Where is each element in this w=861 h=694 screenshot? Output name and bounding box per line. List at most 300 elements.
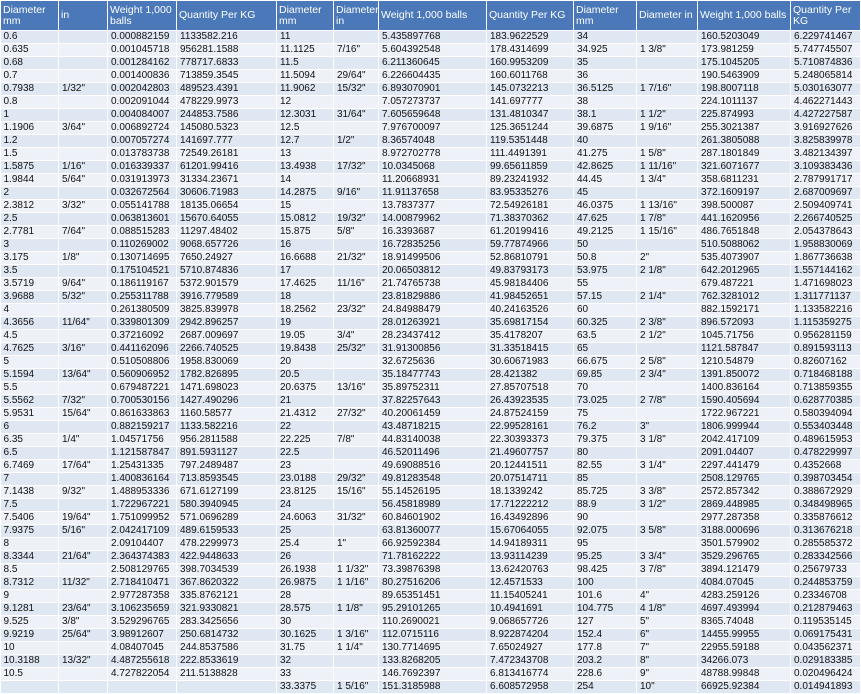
table-cell: 40.20061459	[379, 408, 487, 421]
table-cell: 5	[1, 356, 59, 369]
table-cell: 1 3/8"	[637, 44, 698, 57]
table-cell: 0.285585372	[791, 538, 861, 551]
table-cell: 0.6	[1, 31, 59, 44]
table-cell: 0.007057274	[108, 135, 177, 148]
table-cell: 254	[574, 681, 637, 694]
table-cell: 95.29101265	[379, 603, 487, 616]
table-cell: 2.787991717	[791, 174, 861, 187]
table-cell: 2508.129765	[698, 473, 791, 486]
table-cell: 7/32"	[59, 395, 108, 408]
table-cell: 8.5	[1, 564, 59, 577]
table-cell: 38.1	[574, 109, 637, 122]
table-cell: 20.06503812	[379, 265, 487, 278]
table-cell	[108, 681, 177, 694]
table-cell: 133.8268205	[379, 655, 487, 668]
table-cell: 5.9531	[1, 408, 59, 421]
table-row	[1, 382, 861, 395]
table-cell: 14.94189311	[487, 538, 574, 551]
table-cell	[637, 70, 698, 83]
table-cell: 46.0375	[574, 200, 637, 213]
table-cell: 6.608572958	[487, 681, 574, 694]
table-cell: 8.922874204	[487, 629, 574, 642]
table-cell	[637, 57, 698, 70]
col-header-diameter-mm-3: Diameter mm	[574, 1, 637, 31]
table-cell: 0.489615953	[791, 434, 861, 447]
table-cell: 131.4810347	[487, 109, 574, 122]
table-cell: 11/64"	[59, 317, 108, 330]
table-cell: 7.9375	[1, 525, 59, 538]
table-cell: 22	[277, 421, 334, 434]
table-cell: 5.747745507	[791, 44, 861, 57]
table-cell	[334, 525, 379, 538]
table-cell: 35.18477743	[379, 369, 487, 382]
table-cell: 4697.493994	[698, 603, 791, 616]
table-cell: 1391.850072	[698, 369, 791, 382]
table-cell: 89.65351451	[379, 590, 487, 603]
table-cell: 24	[277, 499, 334, 512]
table-cell: 6.229741467	[791, 31, 861, 44]
table-cell: 71.38370362	[487, 213, 574, 226]
table-cell: 0.175104521	[108, 265, 177, 278]
table-row	[1, 369, 861, 382]
table-cell: 59.77874966	[487, 239, 574, 252]
table-cell: 13.93114239	[487, 551, 574, 564]
table-cell: 0.186119167	[108, 278, 177, 291]
table-cell: 15670.64055	[177, 213, 277, 226]
table-cell: 5.1594	[1, 369, 59, 382]
table-cell: 7	[1, 473, 59, 486]
table-row	[1, 395, 861, 408]
table-cell: 29/64"	[334, 70, 379, 83]
table-cell: 4.7625	[1, 343, 59, 356]
table-cell: 1400.836164	[698, 382, 791, 395]
table-cell: 35.4178207	[487, 330, 574, 343]
table-cell: 1 1/4"	[334, 642, 379, 655]
table-cell: 175.1045205	[698, 57, 791, 70]
table-cell: 8.36574048	[379, 135, 487, 148]
table-cell	[637, 304, 698, 317]
table-cell: 17	[277, 265, 334, 278]
table-cell: 6.211360645	[379, 57, 487, 70]
table-cell: 2.3812	[1, 200, 59, 213]
table-cell: 73.39876398	[379, 564, 487, 577]
table-cell: 0.212879463	[791, 603, 861, 616]
table-cell: 2 3/4"	[637, 369, 698, 382]
table-cell: 4.08407045	[108, 642, 177, 655]
table-cell: 3529.296765	[698, 551, 791, 564]
table-cell: 5.435897768	[379, 31, 487, 44]
table-row	[1, 629, 861, 642]
col-header-quantity: Quantity Per KG	[177, 1, 277, 31]
table-cell: 24.87524159	[487, 408, 574, 421]
table-cell: 151.3185988	[379, 681, 487, 694]
table-cell: 10	[1, 642, 59, 655]
table-cell: 0.628770385	[791, 395, 861, 408]
table-cell: 31.33518415	[487, 343, 574, 356]
table-cell: 778717.6833	[177, 57, 277, 70]
table-cell: 1.9844	[1, 174, 59, 187]
table-cell: 3825.839978	[177, 304, 277, 317]
table-body	[1, 31, 861, 694]
table-cell: 422.9448633	[177, 551, 277, 564]
table-cell: 2.364374383	[108, 551, 177, 564]
table-cell: 20.12441511	[487, 460, 574, 473]
table-cell: 31.75	[277, 642, 334, 655]
table-cell: 145.0732213	[487, 83, 574, 96]
table-cell: 14455.99955	[698, 629, 791, 642]
table-cell: 28.01263921	[379, 317, 487, 330]
table-cell: 896.572093	[698, 317, 791, 330]
table-cell: 31/32"	[334, 512, 379, 525]
table-cell: 2 5/8"	[637, 356, 698, 369]
table-cell: 1.488953336	[108, 486, 177, 499]
table-row	[1, 538, 861, 551]
table-cell: 21	[277, 395, 334, 408]
table-cell: 1.2	[1, 135, 59, 148]
table-cell: 3/4"	[334, 330, 379, 343]
table-cell: 3.5719	[1, 278, 59, 291]
table-cell: 1.751099952	[108, 512, 177, 525]
table-row	[1, 525, 861, 538]
table-cell: 10.4941691	[487, 603, 574, 616]
table-cell: 0.882159217	[108, 421, 177, 434]
table-cell: 1427.490296	[177, 395, 277, 408]
table-cell: 1 1/8"	[334, 603, 379, 616]
table-cell: 478229.9973	[177, 96, 277, 109]
table-cell	[334, 265, 379, 278]
table-cell: 41.275	[574, 148, 637, 161]
table-row	[1, 486, 861, 499]
table-cell: 141.697777	[487, 96, 574, 109]
table-cell	[637, 278, 698, 291]
table-cell: 398.500087	[698, 200, 791, 213]
table-cell: 14.2875	[277, 187, 334, 200]
table-cell: 12	[277, 96, 334, 109]
table-cell: 21.74765738	[379, 278, 487, 291]
table-cell: 2 3/8"	[637, 317, 698, 330]
table-cell: 80	[574, 447, 637, 460]
table-cell: 5.5	[1, 382, 59, 395]
table-cell: 398.7034539	[177, 564, 277, 577]
table-cell	[334, 590, 379, 603]
table-cell: 10.3188	[1, 655, 59, 668]
table-cell: 6.5	[1, 447, 59, 460]
table-cell: 19	[277, 317, 334, 330]
table-cell: 31334.23671	[177, 174, 277, 187]
table-cell: 3916.779589	[177, 291, 277, 304]
table-cell: 8.972702778	[379, 148, 487, 161]
table-cell: 160.5203049	[698, 31, 791, 44]
table-row	[1, 434, 861, 447]
table-cell: 1.115359275	[791, 317, 861, 330]
col-header-diameter-in-2: Diameter in	[334, 1, 379, 31]
table-cell: 22.99528161	[487, 421, 574, 434]
table-cell: 15	[277, 200, 334, 213]
table-cell: 2.5	[1, 213, 59, 226]
table-cell: 18.1339242	[487, 486, 574, 499]
table-cell	[59, 382, 108, 395]
table-cell: 92.075	[574, 525, 637, 538]
table-cell: 9	[1, 590, 59, 603]
table-cell	[59, 473, 108, 486]
table-cell: 44.45	[574, 174, 637, 187]
table-row	[1, 304, 861, 317]
table-cell: 82.55	[574, 460, 637, 473]
table-cell: 98.425	[574, 564, 637, 577]
table-cell: 0.063813601	[108, 213, 177, 226]
table-cell: 0.001045718	[108, 44, 177, 57]
table-cell: 2042.417109	[698, 434, 791, 447]
table-cell: 3.98912607	[108, 629, 177, 642]
table-cell	[334, 460, 379, 473]
table-cell: 0.055141788	[108, 200, 177, 213]
table-cell: 0.23346708	[791, 590, 861, 603]
col-header-quantity-3: Quantity Per KG	[791, 1, 861, 31]
table-cell: 228.6	[574, 668, 637, 681]
table-cell: 5/8"	[334, 226, 379, 239]
table-cell	[59, 421, 108, 434]
table-cell: 0.001400836	[108, 70, 177, 83]
table-cell: 2	[1, 187, 59, 200]
table-cell	[59, 642, 108, 655]
table-cell: 0.82607162	[791, 356, 861, 369]
table-cell: 19.05	[277, 330, 334, 343]
table-cell: 70	[574, 382, 637, 395]
table-cell: 17.4625	[277, 278, 334, 291]
table-cell: 72.54926181	[487, 200, 574, 213]
table-cell: 0.580394094	[791, 408, 861, 421]
col-header-weight-3: Weight 1,000 balls	[698, 1, 791, 31]
table-cell	[334, 31, 379, 44]
table-cell: 49.83793173	[487, 265, 574, 278]
table-cell: 28	[277, 590, 334, 603]
table-cell: 66925.92384	[698, 681, 791, 694]
table-cell	[59, 668, 108, 681]
table-cell	[334, 200, 379, 213]
table-cell: 1160.58577	[177, 408, 277, 421]
table-cell: 0.398703454	[791, 473, 861, 486]
table-cell	[334, 447, 379, 460]
table-cell: 190.5463909	[698, 70, 791, 83]
table-cell: 16	[277, 239, 334, 252]
table-cell: 5"	[637, 616, 698, 629]
col-header-weight: Weight 1,000 balls	[108, 1, 177, 31]
table-cell: 37.82257643	[379, 395, 487, 408]
table-cell: 88.9	[574, 499, 637, 512]
table-cell: 13.7837377	[379, 200, 487, 213]
table-cell: 125.3651244	[487, 122, 574, 135]
table-cell: 486.7651848	[698, 226, 791, 239]
table-cell: 34266.073	[698, 655, 791, 668]
col-header-in: in	[59, 1, 108, 31]
table-row	[1, 226, 861, 239]
table-cell: 222.8533619	[177, 655, 277, 668]
table-cell: 571.0696289	[177, 512, 277, 525]
table-cell: 5/16"	[59, 525, 108, 538]
table-row	[1, 655, 861, 668]
table-cell: 11.9062	[277, 83, 334, 96]
table-cell: 6.893070901	[379, 83, 487, 96]
table-cell: 762.3281012	[698, 291, 791, 304]
table-cell: 441.1620956	[698, 213, 791, 226]
table-row	[1, 291, 861, 304]
table-row	[1, 408, 861, 421]
table-cell: 7.1438	[1, 486, 59, 499]
col-header-diameter-mm-2: Diameter mm	[277, 1, 334, 31]
table-cell: 0.244853759	[791, 577, 861, 590]
table-cell: 0.713859355	[791, 382, 861, 395]
table-cell: 11.20668931	[379, 174, 487, 187]
table-cell: 7.65024927	[487, 642, 574, 655]
table-cell: 4 1/8"	[637, 603, 698, 616]
table-cell: 2.266740525	[791, 213, 861, 226]
table-cell: 83.95335276	[487, 187, 574, 200]
table-cell: 225.874993	[698, 109, 791, 122]
table-cell: 198.8007118	[698, 83, 791, 96]
table-cell: 3/16"	[59, 343, 108, 356]
table-cell: 6.813416774	[487, 668, 574, 681]
table-cell	[59, 681, 108, 694]
table-cell: 0.4352668	[791, 460, 861, 473]
table-cell: 0.006892724	[108, 122, 177, 135]
table-cell	[334, 395, 379, 408]
table-cell: 30.1625	[277, 629, 334, 642]
table-cell: 89.23241932	[487, 174, 574, 187]
header-row	[1, 1, 861, 31]
table-cell: 20.6375	[277, 382, 334, 395]
table-cell	[59, 304, 108, 317]
table-cell: 1.400836164	[108, 473, 177, 486]
table-cell	[59, 564, 108, 577]
table-cell	[637, 135, 698, 148]
table-cell: 15.0812	[277, 213, 334, 226]
table-cell: 40	[574, 135, 637, 148]
table-cell: 20.07514711	[487, 473, 574, 486]
table-cell: 0.016339337	[108, 161, 177, 174]
table-cell: 4.462271443	[791, 96, 861, 109]
table-cell: 7.5406	[1, 512, 59, 525]
table-cell: 2 1/2"	[637, 330, 698, 343]
table-cell: 0.956281159	[791, 330, 861, 343]
table-cell	[637, 473, 698, 486]
table-row	[1, 278, 861, 291]
table-cell: 20.5	[277, 369, 334, 382]
table-cell	[59, 213, 108, 226]
table-cell	[59, 70, 108, 83]
table-cell: 26.43923535	[487, 395, 574, 408]
table-cell: 28.23437412	[379, 330, 487, 343]
table-cell: 0.68	[1, 57, 59, 70]
table-cell: 1471.698023	[177, 382, 277, 395]
table-cell: 30.60671983	[487, 356, 574, 369]
table-cell: 25	[277, 525, 334, 538]
table-cell: 3.529296765	[108, 616, 177, 629]
table-cell: 21.49607757	[487, 447, 574, 460]
table-cell: 60	[574, 304, 637, 317]
table-row	[1, 590, 861, 603]
table-row	[1, 421, 861, 434]
table-cell: 9068.657726	[177, 239, 277, 252]
table-cell: 110.2690021	[379, 616, 487, 629]
table-cell: 0.388672929	[791, 486, 861, 499]
table-row	[1, 460, 861, 473]
table-cell: 1 3/4"	[637, 174, 698, 187]
table-cell: 1/2"	[334, 135, 379, 148]
table-cell: 1/4"	[59, 434, 108, 447]
table-cell: 31.91300856	[379, 343, 487, 356]
table-cell: 0.635	[1, 44, 59, 57]
table-cell: 4084.07045	[698, 577, 791, 590]
table-cell: 489523.4391	[177, 83, 277, 96]
table-cell: 8.7312	[1, 577, 59, 590]
table-cell: 3	[1, 239, 59, 252]
table-cell: 1133582.216	[177, 31, 277, 44]
table-row	[1, 603, 861, 616]
table-cell: 5/64"	[59, 174, 108, 187]
table-cell: 130.7714695	[379, 642, 487, 655]
table-cell: 34	[574, 31, 637, 44]
table-cell: 22.30393373	[487, 434, 574, 447]
table-row	[1, 616, 861, 629]
table-cell: 61201.99416	[177, 161, 277, 174]
table-cell: 1.311771137	[791, 291, 861, 304]
table-cell: 1/32"	[59, 83, 108, 96]
table-cell: 16.6688	[277, 252, 334, 265]
table-cell	[59, 135, 108, 148]
table-cell: 3.9688	[1, 291, 59, 304]
table-cell: 0.013783738	[108, 148, 177, 161]
table-cell: 9/32"	[59, 486, 108, 499]
table-cell: 3.175	[1, 252, 59, 265]
table-cell	[334, 96, 379, 109]
table-cell: 5.5562	[1, 395, 59, 408]
table-cell: 372.1609197	[698, 187, 791, 200]
table-cell: 1 5/8"	[637, 148, 698, 161]
table-cell: 478.2299973	[177, 538, 277, 551]
table-cell	[637, 187, 698, 200]
table-row	[1, 577, 861, 590]
table-cell: 69.85	[574, 369, 637, 382]
table-cell: 7.472343708	[487, 655, 574, 668]
table-cell	[334, 356, 379, 369]
table-cell: 7.605659648	[379, 109, 487, 122]
table-cell: 25/64"	[59, 629, 108, 642]
table-cell: 0.348498965	[791, 499, 861, 512]
col-header-quantity-2: Quantity Per KG	[487, 1, 574, 31]
table-row	[1, 109, 861, 122]
table-cell: 2 1/4"	[637, 291, 698, 304]
table-cell: 39.6875	[574, 122, 637, 135]
table-cell: 0.069175431	[791, 629, 861, 642]
table-cell: 14	[277, 174, 334, 187]
table-cell	[334, 317, 379, 330]
table-cell: 0.014941893	[791, 681, 861, 694]
table-cell: 367.8620322	[177, 577, 277, 590]
table-cell: 1590.405694	[698, 395, 791, 408]
table-cell: 21/64"	[59, 551, 108, 564]
table-cell: 45	[574, 187, 637, 200]
table-cell: 3.106235659	[108, 603, 177, 616]
table-cell: 18	[277, 291, 334, 304]
table-cell: 0.679487221	[108, 382, 177, 395]
table-cell	[59, 590, 108, 603]
table-cell: 1133.582216	[177, 421, 277, 434]
table-cell: 1 3/16"	[334, 629, 379, 642]
table-cell: 0.130714695	[108, 252, 177, 265]
table-cell: 49.69088516	[379, 460, 487, 473]
table-cell: 7.5	[1, 499, 59, 512]
table-cell: 0.255311788	[108, 291, 177, 304]
